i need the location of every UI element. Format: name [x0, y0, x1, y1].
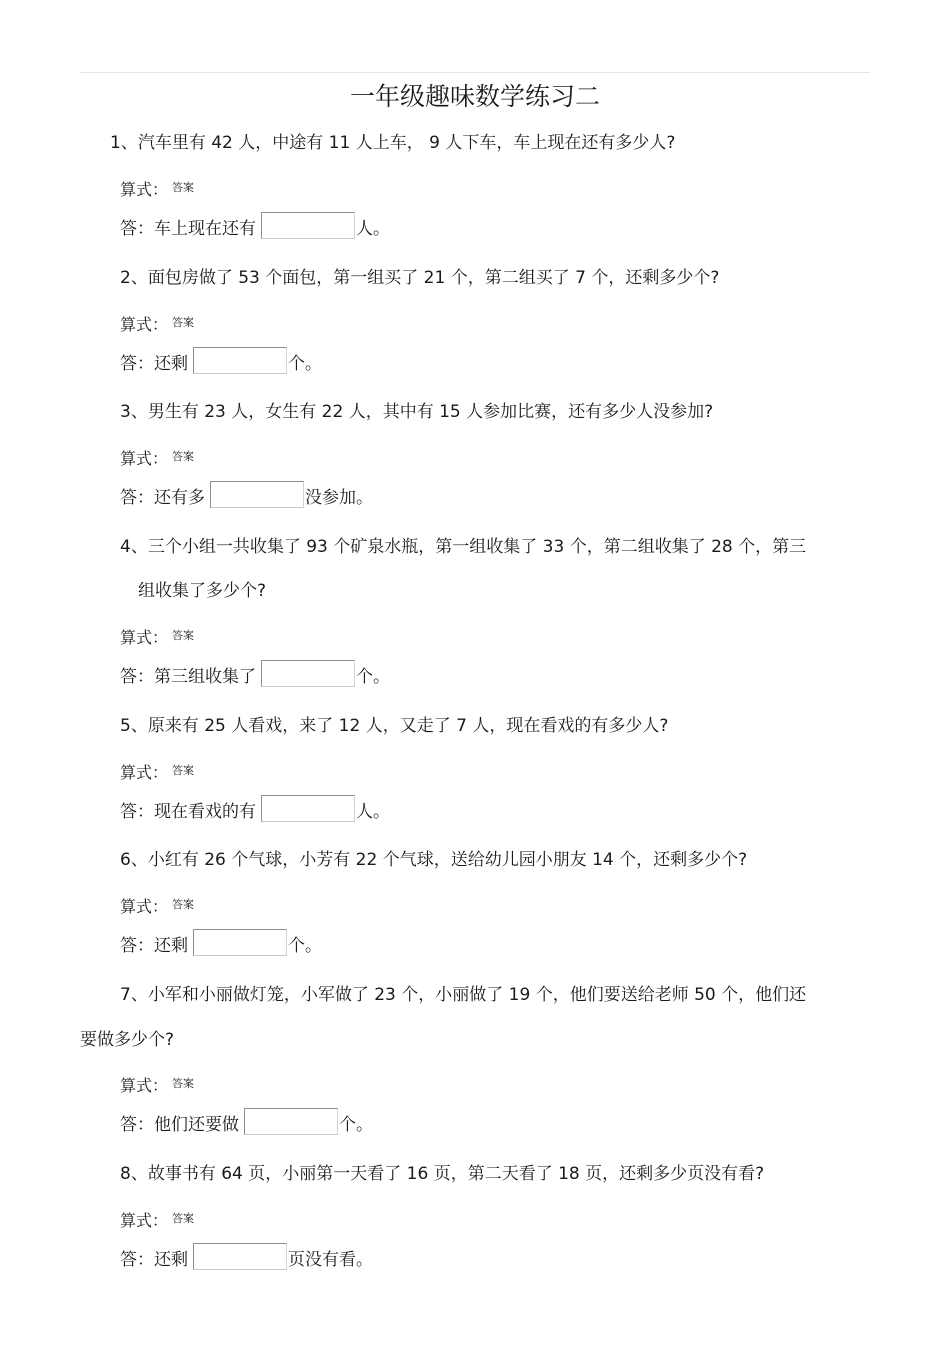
formula-3 — [120, 445, 194, 471]
page-title: 一年级趣味数学练习二 — [349, 82, 600, 111]
header-divider — [80, 72, 870, 73]
formula-6 — [120, 893, 194, 919]
answer-prefix: 答：还剩 — [120, 1250, 188, 1270]
answer-input-box[interactable] — [193, 1243, 287, 1270]
question-3: 3、男生有 23 人，女生有 22 人，其中有 15 人参加比赛，还有多少人没参加? — [120, 402, 714, 422]
answer-7 — [120, 1108, 373, 1137]
question-4-continued: 组收集了多少个? — [138, 581, 267, 601]
answer-1 — [120, 212, 390, 241]
answer-input-box[interactable] — [261, 660, 355, 687]
formula-label: 算式： — [120, 180, 169, 199]
answer-hint: 答案 — [172, 1212, 195, 1225]
answer-suffix: 人。 — [356, 219, 390, 239]
answer-hint: 答案 — [172, 181, 195, 194]
answer-prefix: 答：他们还要做 — [120, 1115, 239, 1135]
question-8: 8、故事书有 64 页，小丽第一天看了 16 页，第二天看了 18 页，还剩多少页没有看? — [120, 1164, 765, 1184]
formula-7 — [120, 1072, 194, 1098]
answer-prefix: 答：还有多 — [120, 488, 205, 508]
answer-input-box[interactable] — [261, 212, 355, 239]
answer-input-box[interactable] — [193, 347, 287, 374]
question-4: 4、三个小组一共收集了 93 个矿泉水瓶，第一组收集了 33 个，第二组收集了 28 个，第三 — [120, 537, 807, 557]
question-2: 2、面包房做了 53 个面包，第一组买了 21 个，第二组买了 7 个，还剩多少个? — [120, 268, 720, 288]
answer-input-box[interactable] — [193, 929, 287, 956]
answer-suffix: 个。 — [356, 667, 390, 687]
question-5: 5、原来有 25 人看戏，来了 12 人，又走了 7 人，现在看戏的有多少人? — [120, 716, 669, 736]
question-7-continued: 要做多少个? — [80, 1030, 175, 1050]
answer-input-box[interactable] — [210, 481, 304, 508]
answer-suffix: 页没有看。 — [288, 1250, 373, 1270]
answer-input-box[interactable] — [244, 1108, 338, 1135]
answer-prefix: 答：第三组收集了 — [120, 667, 256, 687]
formula-label: 算式： — [120, 1076, 169, 1095]
answer-hint: 答案 — [172, 629, 195, 642]
answer-suffix: 个。 — [288, 354, 322, 374]
formula-label: 算式： — [120, 1211, 169, 1230]
answer-4 — [120, 660, 390, 689]
formula-1 — [120, 176, 194, 202]
question-6: 6、小红有 26 个气球，小芳有 22 个气球，送给幼儿园小朋友 14 个，还剩多少个? — [120, 850, 748, 870]
formula-label: 算式： — [120, 763, 169, 782]
question-1: 1、汽车里有 42 人，中途有 11 人上车， 9 人下车，车上现在还有多少人? — [110, 133, 676, 153]
answer-suffix: 个。 — [288, 936, 322, 956]
answer-suffix: 个。 — [339, 1115, 373, 1135]
formula-label: 算式： — [120, 315, 169, 334]
formula-8 — [120, 1207, 194, 1233]
formula-4 — [120, 624, 194, 650]
answer-suffix: 没参加。 — [305, 488, 373, 508]
answer-prefix: 答：还剩 — [120, 936, 188, 956]
answer-hint: 答案 — [172, 764, 195, 777]
formula-label: 算式： — [120, 897, 169, 916]
formula-2 — [120, 311, 194, 337]
answer-hint: 答案 — [172, 898, 195, 911]
question-7: 7、小军和小丽做灯笼，小军做了 23 个，小丽做了 19 个，他们要送给老师 50 个，他们还 — [120, 985, 807, 1005]
formula-label: 算式： — [120, 449, 169, 468]
answer-prefix: 答：还剩 — [120, 354, 188, 374]
answer-prefix: 答：车上现在还有 — [120, 219, 256, 239]
formula-5 — [120, 759, 194, 785]
answer-hint: 答案 — [172, 316, 195, 329]
answer-6 — [120, 929, 322, 958]
answer-prefix: 答：现在看戏的有 — [120, 802, 256, 822]
answer-8 — [120, 1243, 373, 1272]
answer-2 — [120, 347, 322, 376]
answer-input-box[interactable] — [261, 795, 355, 822]
answer-suffix: 人。 — [356, 802, 390, 822]
answer-hint: 答案 — [172, 450, 195, 463]
formula-label: 算式： — [120, 628, 169, 647]
answer-3 — [120, 481, 373, 510]
answer-hint: 答案 — [172, 1077, 195, 1090]
answer-5 — [120, 795, 390, 824]
